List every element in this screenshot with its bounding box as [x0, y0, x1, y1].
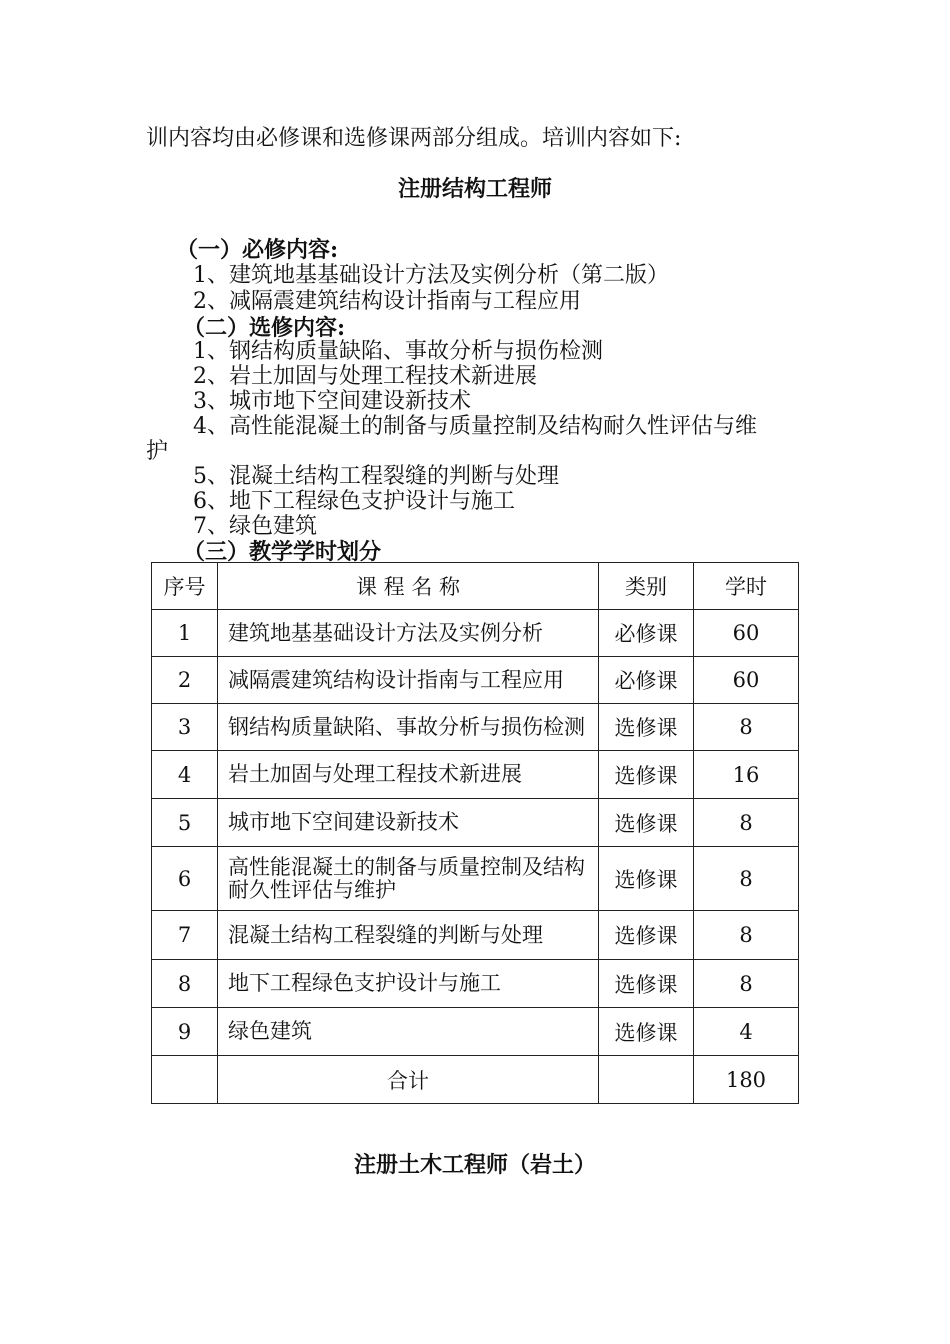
row-hours: 8 — [694, 704, 799, 751]
header-course-name: 课 程 名 称 — [218, 563, 599, 610]
required-heading: （一）必修内容: — [176, 237, 339, 263]
row-type: 选修课 — [599, 704, 694, 751]
table-row — [152, 847, 799, 911]
row-course-name: 建筑地基基础设计方法及实例分析 — [218, 610, 599, 657]
row-no: 2 — [152, 657, 218, 704]
row-course-name: 城市地下空间建设新技术 — [218, 799, 599, 847]
row-hours: 8 — [694, 911, 799, 960]
row-no: 4 — [152, 751, 218, 799]
row-course-name: 混凝土结构工程裂缝的判断与处理 — [218, 911, 599, 960]
row-type: 选修课 — [599, 751, 694, 799]
hours-table — [151, 562, 799, 1104]
section-title-geotechnical: 注册土木工程师（岩土） — [353, 1152, 596, 1178]
total-hours: 180 — [694, 1056, 799, 1104]
row-course-name: 钢结构质量缺陷、事故分析与损伤检测 — [218, 704, 599, 751]
intro-paragraph: 训内容均由必修课和选修课两部分组成。培训内容如下: — [146, 126, 682, 151]
row-type: 选修课 — [599, 960, 694, 1008]
section-title-structural: 注册结构工程师 — [397, 176, 552, 202]
row-no: 8 — [152, 960, 218, 1008]
elective-item: 1、钢结构质量缺陷、事故分析与损伤检测 — [193, 339, 603, 364]
row-hours: 8 — [694, 799, 799, 847]
row-hours: 8 — [694, 847, 799, 911]
required-item: 2、减隔震建筑结构设计指南与工程应用 — [193, 289, 581, 314]
table-row — [152, 911, 799, 960]
row-hours: 16 — [694, 751, 799, 799]
row-type: 选修课 — [599, 1008, 694, 1056]
row-course-name: 岩土加固与处理工程技术新进展 — [218, 751, 599, 799]
row-no: 6 — [152, 847, 218, 911]
elective-item: 3、城市地下空间建设新技术 — [193, 389, 471, 414]
header-no: 序号 — [152, 563, 218, 610]
row-no: 1 — [152, 610, 218, 657]
row-no: 3 — [152, 704, 218, 751]
elective-item: 2、岩土加固与处理工程技术新进展 — [193, 364, 537, 389]
elective-item: 5、混凝土结构工程裂缝的判断与处理 — [193, 464, 559, 489]
row-hours: 4 — [694, 1008, 799, 1056]
table-row — [152, 960, 799, 1008]
total-empty-cell — [599, 1056, 694, 1104]
required-item: 1、建筑地基基础设计方法及实例分析（第二版） — [193, 263, 669, 288]
table-row — [152, 704, 799, 751]
row-type: 必修课 — [599, 610, 694, 657]
row-hours: 60 — [694, 610, 799, 657]
row-no: 9 — [152, 1008, 218, 1056]
table-row — [152, 610, 799, 657]
table-row — [152, 1008, 799, 1056]
header-type: 类别 — [599, 563, 694, 610]
row-no: 5 — [152, 799, 218, 847]
hours-heading: （三）教学学时划分 — [183, 539, 382, 565]
row-hours: 60 — [694, 657, 799, 704]
row-no: 7 — [152, 911, 218, 960]
row-hours: 8 — [694, 960, 799, 1008]
row-type: 选修课 — [599, 799, 694, 847]
row-type: 选修课 — [599, 911, 694, 960]
table-row — [152, 799, 799, 847]
elective-item: 7、绿色建筑 — [193, 514, 317, 539]
row-course-name: 减隔震建筑结构设计指南与工程应用 — [218, 657, 599, 704]
elective-heading: （二）选修内容: — [183, 315, 346, 341]
elective-item: 4、高性能混凝土的制备与质量控制及结构耐久性评估与维 — [193, 414, 757, 439]
elective-item: 6、地下工程绿色支护设计与施工 — [193, 489, 515, 514]
table-total-row — [152, 1056, 799, 1104]
total-empty-cell — [152, 1056, 218, 1104]
total-label: 合计 — [218, 1056, 599, 1104]
table-row — [152, 751, 799, 799]
header-hours: 学时 — [694, 563, 799, 610]
row-course-name: 绿色建筑 — [218, 1008, 599, 1056]
row-type: 必修课 — [599, 657, 694, 704]
row-course-name: 地下工程绿色支护设计与施工 — [218, 960, 599, 1008]
row-course-name: 高性能混凝土的制备与质量控制及结构耐久性评估与维护 — [218, 847, 599, 911]
row-type: 选修课 — [599, 847, 694, 911]
table-header-row — [152, 563, 799, 610]
table-row — [152, 657, 799, 704]
elective-item-continuation: 护 — [146, 439, 169, 464]
